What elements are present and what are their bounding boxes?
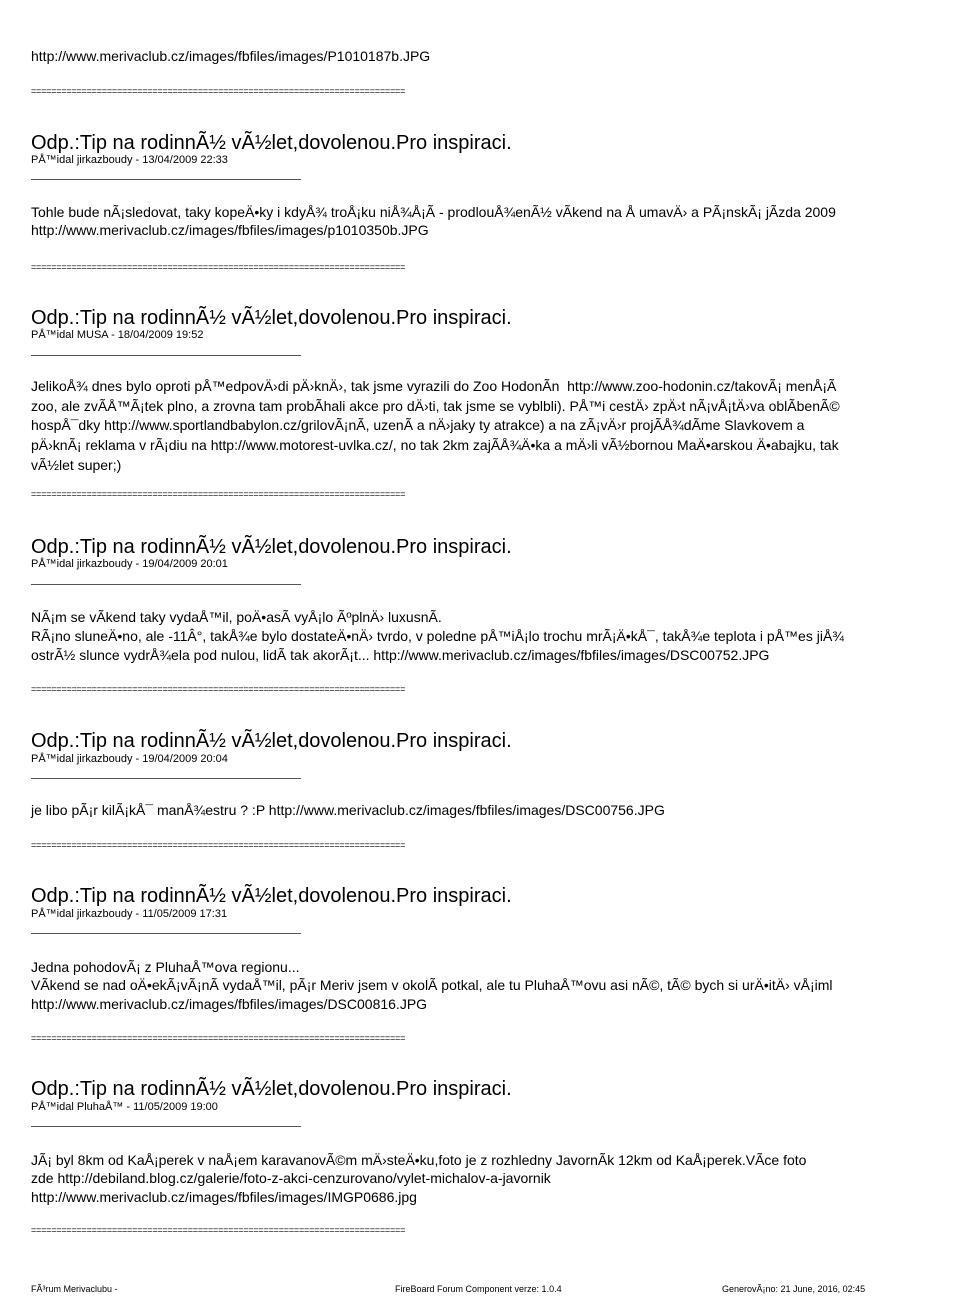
- separator: ==========================================================================: [31, 262, 406, 272]
- post-meta: PÅ™idal jirkazboudy - 11/05/2009 17:31: [31, 908, 228, 920]
- post-text: JelikoÅ¾ dnes bylo oproti pÅ™edpovÄ›di pÄ›knÄ›, tak jsme vyrazili do Zoo HodonÃn http://www.zoo-hodonin.cz/takovÃ¡ menÅ¡Ã: [31, 378, 837, 394]
- post-text: RÃ¡no sluneÄ•no, ale -11Â°, takÅ¾e bylo dostateÄ•nÄ› tvrdo, v poledne pÅ™iÅ¡lo trochu mrÃ¡Ä•kÅ¯, takÅ¾e teplota i pÅ™es jiÅ¾: [31, 628, 844, 644]
- post-title: Odp.:Tip na rodinnÃ½ vÃ½let,dovolenou.Pro inspiraci.: [31, 307, 512, 329]
- post-title: Odp.:Tip na rodinnÃ½ vÃ½let,dovolenou.Pro inspiraci.: [31, 1078, 512, 1100]
- separator: ==========================================================================: [31, 840, 406, 850]
- image-link[interactable]: http://www.merivaclub.cz/images/fbfiles/images/DSC00816.JPG: [31, 996, 428, 1012]
- footer-generated-date: GenerovÃ¡no: 21 June, 2016, 02:45: [722, 1284, 866, 1294]
- post-text: pÄ›knÃ¡ reklama v rÃ¡diu na http://www.motorest-uvlka.cz/, no tak 2km zajÃÅ¾Ä•ka a mÄ›li vÃ½bornou MaÄ•arskou Ä•abajku, tak: [31, 437, 839, 453]
- post-meta: PÅ™idal jirkazboudy - 13/04/2009 22:33: [31, 154, 228, 166]
- footer-forum-name: FÃ³rum Merivaclubu -: [31, 1284, 118, 1294]
- footer-component-version: FireBoard Forum Component verze: 1.0.4: [395, 1284, 562, 1294]
- post-text: ostrÃ½ slunce vydrÅ¾ela pod nulou, lidÃ tak akorÃ¡t... http://www.merivaclub.cz/images/fbfiles/images/DSC00752.JPG: [31, 647, 770, 663]
- post-text: je libo pÃ¡r kilÃ¡kÅ¯ manÅ¾estru ? :P http://www.merivaclub.cz/images/fbfiles/images/DSC00756.JPG: [31, 802, 665, 818]
- separator: ==========================================================================: [31, 1225, 406, 1235]
- post-title: Odp.:Tip na rodinnÃ½ vÃ½let,dovolenou.Pro inspiraci.: [31, 132, 512, 154]
- divider: [31, 778, 301, 779]
- divider: [31, 179, 301, 180]
- divider: [31, 584, 301, 585]
- separator: ==========================================================================: [31, 684, 406, 694]
- post-title: Odp.:Tip na rodinnÃ½ vÃ½let,dovolenou.Pro inspiraci.: [31, 730, 512, 752]
- post-text: VÃkend se nad oÄ•ekÃ¡vÃ¡nÃ vydaÅ™il, pÃ¡r Meriv jsem v okolÃ potkal, ale tu PluhaÅ™ovu asi nÃ©, tÃ© bych si urÄ•itÄ› vÅ¡iml: [31, 977, 833, 993]
- separator: ==========================================================================: [31, 1033, 406, 1043]
- post-meta: PÅ™idal jirkazboudy - 19/04/2009 20:04: [31, 753, 228, 765]
- separator: ==========================================================================: [31, 86, 406, 96]
- post-text: NÃ¡m se vÃkend taky vydaÅ™il, poÄ•asÃ vyÅ¡lo ÃºplnÄ› luxusnÃ.: [31, 609, 442, 625]
- post-title: Odp.:Tip na rodinnÃ½ vÃ½let,dovolenou.Pro inspiraci.: [31, 885, 512, 907]
- image-link[interactable]: http://www.merivaclub.cz/images/fbfiles/images/p1010350b.JPG: [31, 222, 429, 238]
- post-text: vÃ½let super;): [31, 457, 122, 473]
- divider: [31, 933, 301, 934]
- post-text: hospÅ¯dky http://www.sportlandbabylon.cz/grilovÃ¡nÃ, uzenÃ a nÄ›jaky ty atrakce) a na zÃ¡vÄ›r projÃÅ¾dÃme Slavkovem a: [31, 417, 805, 433]
- post-meta: PÅ™idal PluhaÅ™ - 11/05/2009 19:00: [31, 1101, 218, 1113]
- divider: [31, 1126, 301, 1127]
- post-meta: PÅ™idal MUSA - 18/04/2009 19:52: [31, 329, 204, 341]
- post-title: Odp.:Tip na rodinnÃ½ vÃ½let,dovolenou.Pro inspiraci.: [31, 536, 512, 558]
- post-meta: PÅ™idal jirkazboudy - 19/04/2009 20:01: [31, 558, 228, 570]
- post-text: Tohle bude nÃ¡sledovat, taky kopeÄ•ky i kdyÅ¾ troÅ¡ku niÅ¾Å¡Ã - prodlouÅ¾enÃ½ vÃkend na Å umavÄ› a PÃ¡nskÃ¡ jÃzda 2009: [31, 204, 836, 220]
- post-text: zoo, ale zvÃÅ™Ã¡tek plno, a zrovna tam probÃhali akce pro dÄ›ti, tak jsme se vyblbli). PÅ™i cestÄ› zpÄ›t nÃ¡vÅ¡tÄ›va oblÃbenÃ©: [31, 398, 840, 414]
- image-link[interactable]: http://www.merivaclub.cz/images/fbfiles/images/IMGP0686.jpg: [31, 1189, 417, 1205]
- post-text: Jedna pohodovÃ¡ z PluhaÅ™ova regionu...: [31, 959, 300, 975]
- image-link[interactable]: http://www.merivaclub.cz/images/fbfiles/images/P1010187b.JPG: [31, 48, 431, 64]
- divider: [31, 355, 301, 356]
- post-text: zde http://debiland.blog.cz/galerie/foto-z-akci-cenzurovano/vylet-michalov-a-javornik: [31, 1170, 551, 1186]
- separator: ==========================================================================: [31, 489, 406, 499]
- post-text: JÃ¡ byl 8km od KaÅ¡perek v naÅ¡em karavanovÃ©m mÄ›steÄ•ku,foto je z rozhledny JavornÃk 12km od KaÅ¡perek.VÃce foto: [31, 1152, 807, 1168]
